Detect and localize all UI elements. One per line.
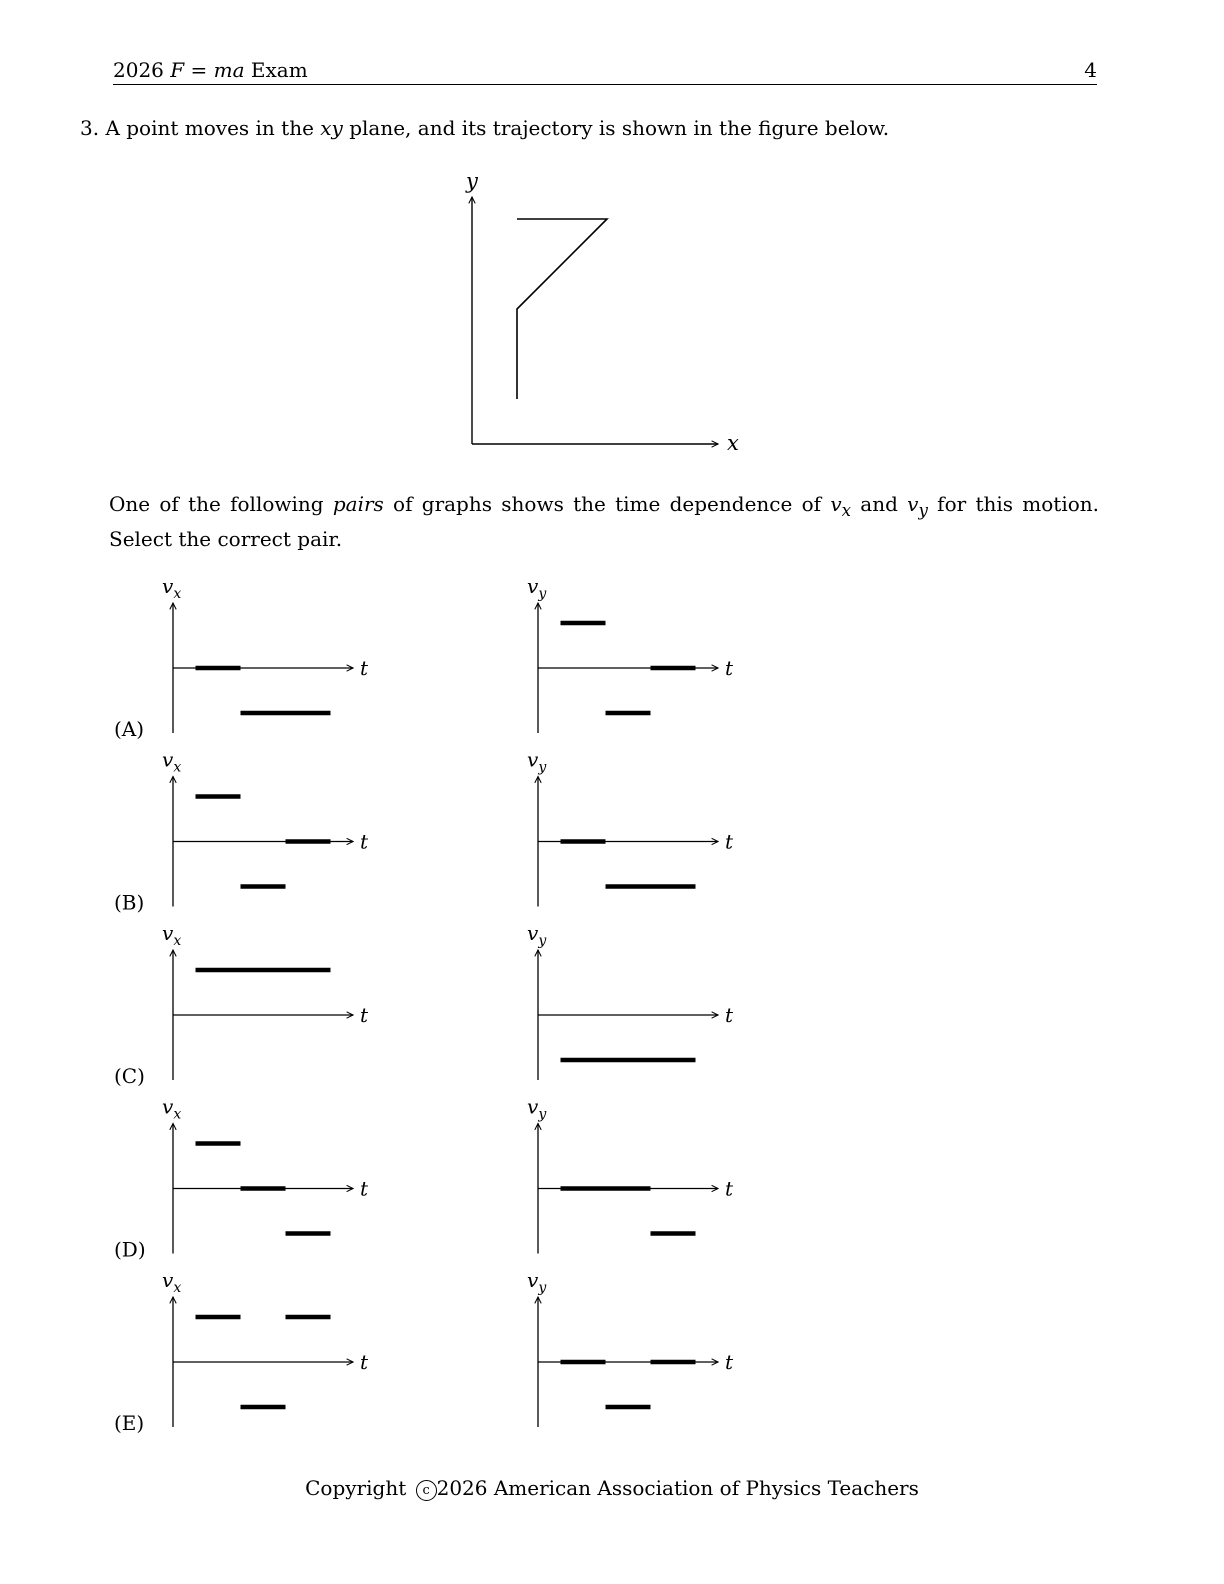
trajectory-figure [465,169,739,455]
vy-axis-label: $v_y$ [527,1094,547,1123]
t-axis-label: t [725,829,734,854]
trajectory-path [517,219,607,399]
option-a [114,574,734,741]
t-axis-label: t [725,656,734,680]
trajectory-y-label: y [466,169,478,193]
copyright-symbol: c [416,1480,437,1501]
question-prompt: One of the following pairs of graphs shows the time dependence of $v_x$ and $v_y$ for this motion. Select the correct pair. [109,492,1099,551]
option-label: (E) [114,1411,145,1435]
vy-graph [527,1268,734,1427]
question-statement: 3. A point moves in the xy plane, and its trajectory is shown in the figure below. [80,116,890,140]
page-number: 4 [1084,58,1097,82]
t-axis-label: t [360,829,369,854]
exam-title: 2026 F = ma Exam [113,58,308,82]
vx-graph [162,574,369,733]
vy-axis-label: $v_y$ [527,921,547,949]
vx-axis-label: $v_x$ [162,1268,182,1296]
option-d [114,1095,734,1262]
t-axis-label: t [360,1176,369,1201]
vx-graph [162,921,369,1080]
vy-graph [527,921,734,1080]
option-label: (A) [114,717,145,741]
copyright-footer: Copyright c 2026 American Association of Physics Teachers [305,1476,919,1500]
vy-axis-label: $v_y$ [527,574,547,602]
vx-graph [162,1095,369,1254]
t-axis-label: t [725,1003,734,1027]
vx-axis-label: $v_x$ [162,747,182,776]
t-axis-label: t [360,1350,369,1374]
trajectory-x-label: x [727,431,739,455]
answer-options [114,574,734,1435]
vx-graph [162,1268,369,1427]
t-axis-label: t [725,1350,734,1374]
vy-graph [527,748,734,907]
vy-axis-label: $v_y$ [527,747,547,776]
vx-axis-label: $v_x$ [162,921,182,949]
vy-graph [527,574,734,733]
option-label: (C) [114,1064,145,1088]
vy-graph [527,1095,734,1254]
vx-graph [162,748,369,907]
t-axis-label: t [360,656,369,680]
vy-axis-label: $v_y$ [527,1268,547,1296]
option-label: (B) [114,890,145,915]
option-b [114,748,734,915]
option-c [114,921,734,1088]
question-number: 3. [80,116,100,140]
vx-axis-label: $v_x$ [162,1094,182,1123]
option-e [114,1268,734,1435]
t-axis-label: t [725,1176,734,1201]
vx-axis-label: $v_x$ [162,574,182,602]
option-label: (D) [114,1237,146,1262]
t-axis-label: t [360,1003,369,1027]
